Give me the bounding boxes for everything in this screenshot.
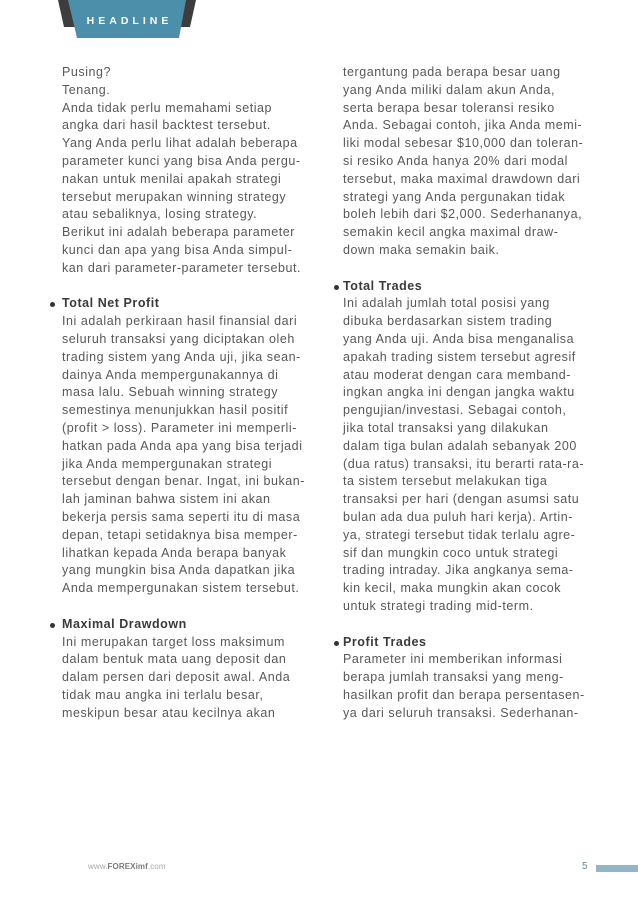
headline-tab (55, 0, 200, 40)
text-line: Anda. Sebagai contoh, jika Anda memi- (343, 118, 583, 133)
text-line: tersebut merupakan winning strategy (62, 189, 287, 204)
text-line: atau sebaliknya, losing strategy. (62, 207, 258, 222)
text-line: (profit > loss). Parameter ini memperli- (62, 420, 297, 435)
heading-text: Total Net Profit (62, 296, 160, 311)
text-line: depan, tetapi setidaknya bisa memper- (62, 527, 298, 542)
left-column (62, 64, 312, 722)
text-line: dainya Anda mempergunakannya di (62, 367, 279, 382)
section-total-trades (343, 278, 613, 616)
text-line: lah jaminan bahwa sistem ini akan (62, 492, 271, 507)
text-line: ingkan angka ini dengan jangka waktu (343, 385, 575, 400)
text-line: masa lalu. Sebuah winning strategy (62, 385, 279, 400)
text-line: hatkan pada Anda apa yang bisa terjadi (62, 438, 303, 453)
text-line: untuk strategi trading mid-term. (343, 598, 534, 613)
section-heading (343, 278, 613, 296)
section-total-net-profit (62, 295, 312, 598)
text-line: bekerja persis sama seperti itu di masa (62, 509, 301, 524)
section-profit-trades (343, 634, 613, 723)
section-paragraph (343, 651, 613, 722)
text-line: Yang Anda perlu lihat adalah beberapa (62, 136, 298, 151)
text-line: (dua ratus) transaksi, itu berarti rata-ra- (343, 456, 585, 471)
text-line: lihatkan kepada Anda berapa banyak (62, 545, 287, 560)
text-line: transaksi per hari (dengan asumsi satu (343, 492, 580, 507)
bullet-icon (50, 302, 55, 307)
footer-url-suffix: .com (147, 862, 166, 871)
bullet-icon (50, 623, 55, 628)
text-line: kunci dan apa yang bisa Anda simpul- (62, 242, 293, 257)
footer-url-prefix: www. (88, 862, 108, 871)
text-line: pengujian/investasi. Sebagai contoh, (343, 403, 567, 418)
text-line: hasilkan profit dan berapa persentasen- (343, 687, 585, 702)
heading-text: Profit Trades (343, 634, 427, 649)
text-line: semakin kecil angka maximal draw- (343, 225, 559, 240)
text-line: serta berapa besar toleransi resiko (343, 100, 555, 115)
text-line: dalam bentuk mata uang deposit dan (62, 652, 287, 667)
text-line: semestinya menunjukkan hasil positif (62, 403, 289, 418)
text-line: Ini adalah perkiraan hasil finansial dari (62, 314, 298, 329)
text-line: yang Anda miliki dalam akun Anda, (343, 82, 556, 97)
bullet-icon (334, 641, 339, 646)
text-line: dalam persen dari deposit awal. Anda (62, 670, 291, 685)
text-line: ta sistem tersebut melakukan tiga (343, 474, 548, 489)
text-line: strategi yang Anda pergunakan tidak (343, 189, 566, 204)
text-line: berapa jumlah transaksi yang meng- (343, 670, 564, 685)
footer-website (88, 862, 166, 872)
text-line: dibuka berdasarkan sistem trading (343, 314, 553, 329)
text-line: Anda tidak perlu memahami setiap (62, 100, 273, 115)
footer-url-brand: FOREXimf (107, 862, 148, 871)
text-line: angka dari hasil backtest tersebut. (62, 118, 271, 133)
text-line: trading intraday. Jika angkanya sema- (343, 563, 574, 578)
text-line: apakah trading sistem tersebut agresif (343, 349, 576, 364)
text-line: yang mungkin bisa Anda dapatkan jika (62, 563, 296, 578)
section-paragraph (62, 313, 312, 598)
text-line: parameter kunci yang bisa Anda pergu- (62, 153, 301, 168)
text-line: Anda mempergunakan sistem tersebut. (62, 581, 300, 596)
section-heading (343, 634, 613, 652)
text-line: boleh lebih dari $2,000. Sederhananya, (343, 207, 583, 222)
text-line: Parameter ini memberikan informasi (343, 652, 563, 667)
text-line: jika total transaksi yang dilakukan (343, 420, 549, 435)
text-line: down maka semakin baik. (343, 242, 500, 257)
text-line: trading sistem yang Anda uji, jika sean- (62, 349, 301, 364)
right-column (343, 64, 613, 722)
text-line: dalam tiga bulan adalah sebanyak 200 (343, 438, 577, 453)
section-paragraph (343, 295, 613, 615)
text-line: Tenang. (62, 82, 111, 97)
text-line: Pusing? (62, 65, 112, 79)
text-line: tersebut, maka maximal drawdown dari (343, 171, 581, 186)
text-line: kin kecil, maka mungkin akan cocok (343, 581, 562, 596)
page-number: 5 (582, 861, 588, 872)
text-line: yang Anda uji. Anda bisa menganalisa (343, 331, 575, 346)
text-line: Berikut ini adalah beberapa parameter (62, 225, 295, 240)
continuation-paragraph (343, 64, 613, 260)
text-line: ya dari seluruh transaksi. Sederhanan- (343, 705, 579, 720)
section-heading (62, 295, 312, 313)
text-line: meskipun besar atau kecilnya akan (62, 705, 276, 720)
section-maximal-drawdown (62, 616, 312, 723)
heading-text: Maximal Drawdown (62, 616, 187, 631)
text-line: liki modal sebesar $10,000 dan toleran- (343, 136, 584, 151)
headline-label: HEADLINE (86, 15, 173, 27)
text-line: tergantung pada berapa besar uang (343, 65, 561, 79)
text-line: kan dari parameter-parameter tersebut. (62, 260, 302, 275)
section-heading (62, 616, 312, 634)
heading-text: Total Trades (343, 278, 423, 293)
text-line: Ini adalah jumlah total posisi yang (343, 296, 550, 311)
text-line: seluruh transaksi yang diciptakan oleh (62, 331, 295, 346)
text-line: sif dan mungkin coco untuk strategi (343, 545, 559, 560)
bullet-icon (334, 285, 339, 290)
footer-accent-bar (596, 865, 638, 872)
text-line: jika Anda mempergunakan strategi (62, 456, 273, 471)
text-line: bulan ada dua puluh hari kerja). Artin- (343, 509, 573, 524)
text-line: tidak mau angka ini terlalu besar, (62, 687, 264, 702)
intro-paragraph (62, 64, 312, 278)
text-line: nakan untuk menilai apakah strategi (62, 171, 282, 186)
section-paragraph (62, 634, 312, 723)
text-line: Ini merupakan target loss maksimum (62, 634, 285, 649)
text-line: ya, strategi tersebut tidak terlalu agre- (343, 527, 576, 542)
text-line: si resiko Anda hanya 20% dari modal (343, 153, 568, 168)
text-line: tersebut dengan benar. Ingat, ini bukan- (62, 474, 305, 489)
text-line: atau moderat dengan cara memband- (343, 367, 572, 382)
